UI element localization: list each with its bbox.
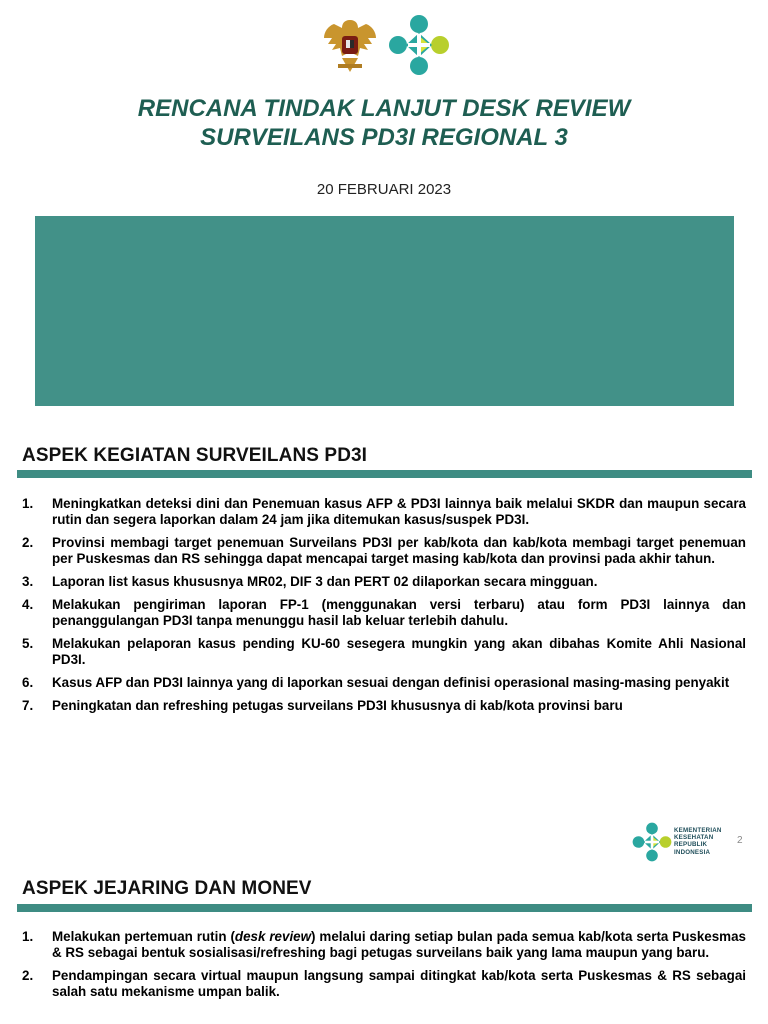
- section-bar: [17, 904, 752, 912]
- page-number: 2: [737, 835, 743, 846]
- jejaring-list: [22, 929, 746, 1000]
- kemenkes-footer-logo-icon: [632, 822, 672, 862]
- slide-title: [0, 94, 768, 152]
- logo-row: [0, 12, 768, 78]
- kegiatan-list: [22, 496, 746, 714]
- garuda-emblem-icon: [320, 14, 380, 76]
- list-number: 1.: [22, 929, 34, 944]
- list-item: [22, 574, 746, 590]
- title-slide: [0, 0, 768, 420]
- list-item: [22, 968, 746, 1000]
- list-number: 3.: [22, 574, 34, 589]
- list-number: 2.: [22, 968, 34, 983]
- list-text: Provinsi membagi target penemuan Surveilans PD3I per kab/kota dan kab/kota membagi target penemuan per Puskesmas dan RS sehingga dapat mencapai target masing kab/kota dan provinsi pada akhir tahun.: [52, 535, 746, 566]
- list-item: [22, 698, 746, 714]
- list-item: [22, 496, 746, 528]
- list-number: 2.: [22, 535, 34, 550]
- title-line-1: RENCANA TINDAK LANJUT DESK REVIEW: [137, 95, 631, 122]
- footer-org-line: REPUBLIK: [674, 841, 708, 849]
- footer-org-line: KEMENTERIAN: [674, 827, 722, 834]
- list-text: Meningkatkan deteksi dini dan Penemuan kasus AFP & PD3I lainnya baik melalui SKDR dan maupun secara rutin dan segera laporkan dalam 24 jam jika ditemukan kasus/suspek PD3I.: [52, 496, 746, 527]
- title-line-2: SURVEILANS PD3I REGIONAL 3: [200, 124, 568, 151]
- list-item: [22, 675, 746, 691]
- list-number: 5.: [22, 636, 34, 651]
- section-heading-jejaring: ASPEK JEJARING DAN MONEV: [22, 878, 312, 899]
- list-text-post: ) melalui daring setiap bulan pada semua kab/kota serta Puskesmas & RS sebagai bentuk sosialisasi/refreshing bagi petugas surveilans baik yang lama maupun yang baru.: [52, 929, 746, 960]
- section-bar: [17, 470, 752, 478]
- list-item: [22, 636, 746, 668]
- kemenkes-logo-icon: [388, 14, 450, 76]
- list-text-pre: Melakukan pertemuan rutin (: [52, 929, 235, 944]
- list-text: Kasus AFP dan PD3I lainnya yang di laporkan sesuai dengan definisi operasional masing-masing penyakit: [52, 675, 730, 690]
- list-text: Melakukan pelaporan kasus pending KU-60 sesegera mungkin yang akan dibahas Komite Ahli Nasional PD3I.: [52, 636, 746, 667]
- list-number: 1.: [22, 496, 34, 511]
- list-text: Pendampingan secara virtual maupun langsung sampai ditingkat kab/kota serta Puskesmas & RS sebagai salah satu mekanisme umpan balik.: [52, 968, 746, 999]
- banner-block: [35, 216, 734, 406]
- footer-org-line: KESEHATAN: [674, 834, 714, 842]
- list-item: [22, 535, 746, 567]
- list-number: 7.: [22, 698, 34, 713]
- list-text-emphasis: desk review: [234, 929, 312, 944]
- list-item: [22, 929, 746, 961]
- footer-org-line: INDONESIA: [674, 848, 711, 856]
- list-item: [22, 597, 746, 629]
- footer-org-text: [674, 827, 722, 856]
- section-heading-kegiatan: ASPEK KEGIATAN SURVEILANS PD3I: [22, 445, 368, 466]
- list-number: 4.: [22, 597, 34, 612]
- list-text: Laporan list kasus khususnya MR02, DIF 3 dan PERT 02 dilaporkan secara mingguan.: [52, 574, 598, 589]
- list-text: Melakukan pengiriman laporan FP-1 (menggunakan versi terbaru) atau form PD3I lainnya dan penanggulangan PD3I tanpa menunggu hasil lab keluar terlebih dahulu.: [52, 597, 746, 628]
- list-text: Peningkatan dan refreshing petugas surveilans PD3I khususnya di kab/kota provinsi baru: [52, 698, 623, 713]
- slide-date: 20 FEBRUARI 2023: [316, 181, 452, 198]
- list-number: 6.: [22, 675, 34, 690]
